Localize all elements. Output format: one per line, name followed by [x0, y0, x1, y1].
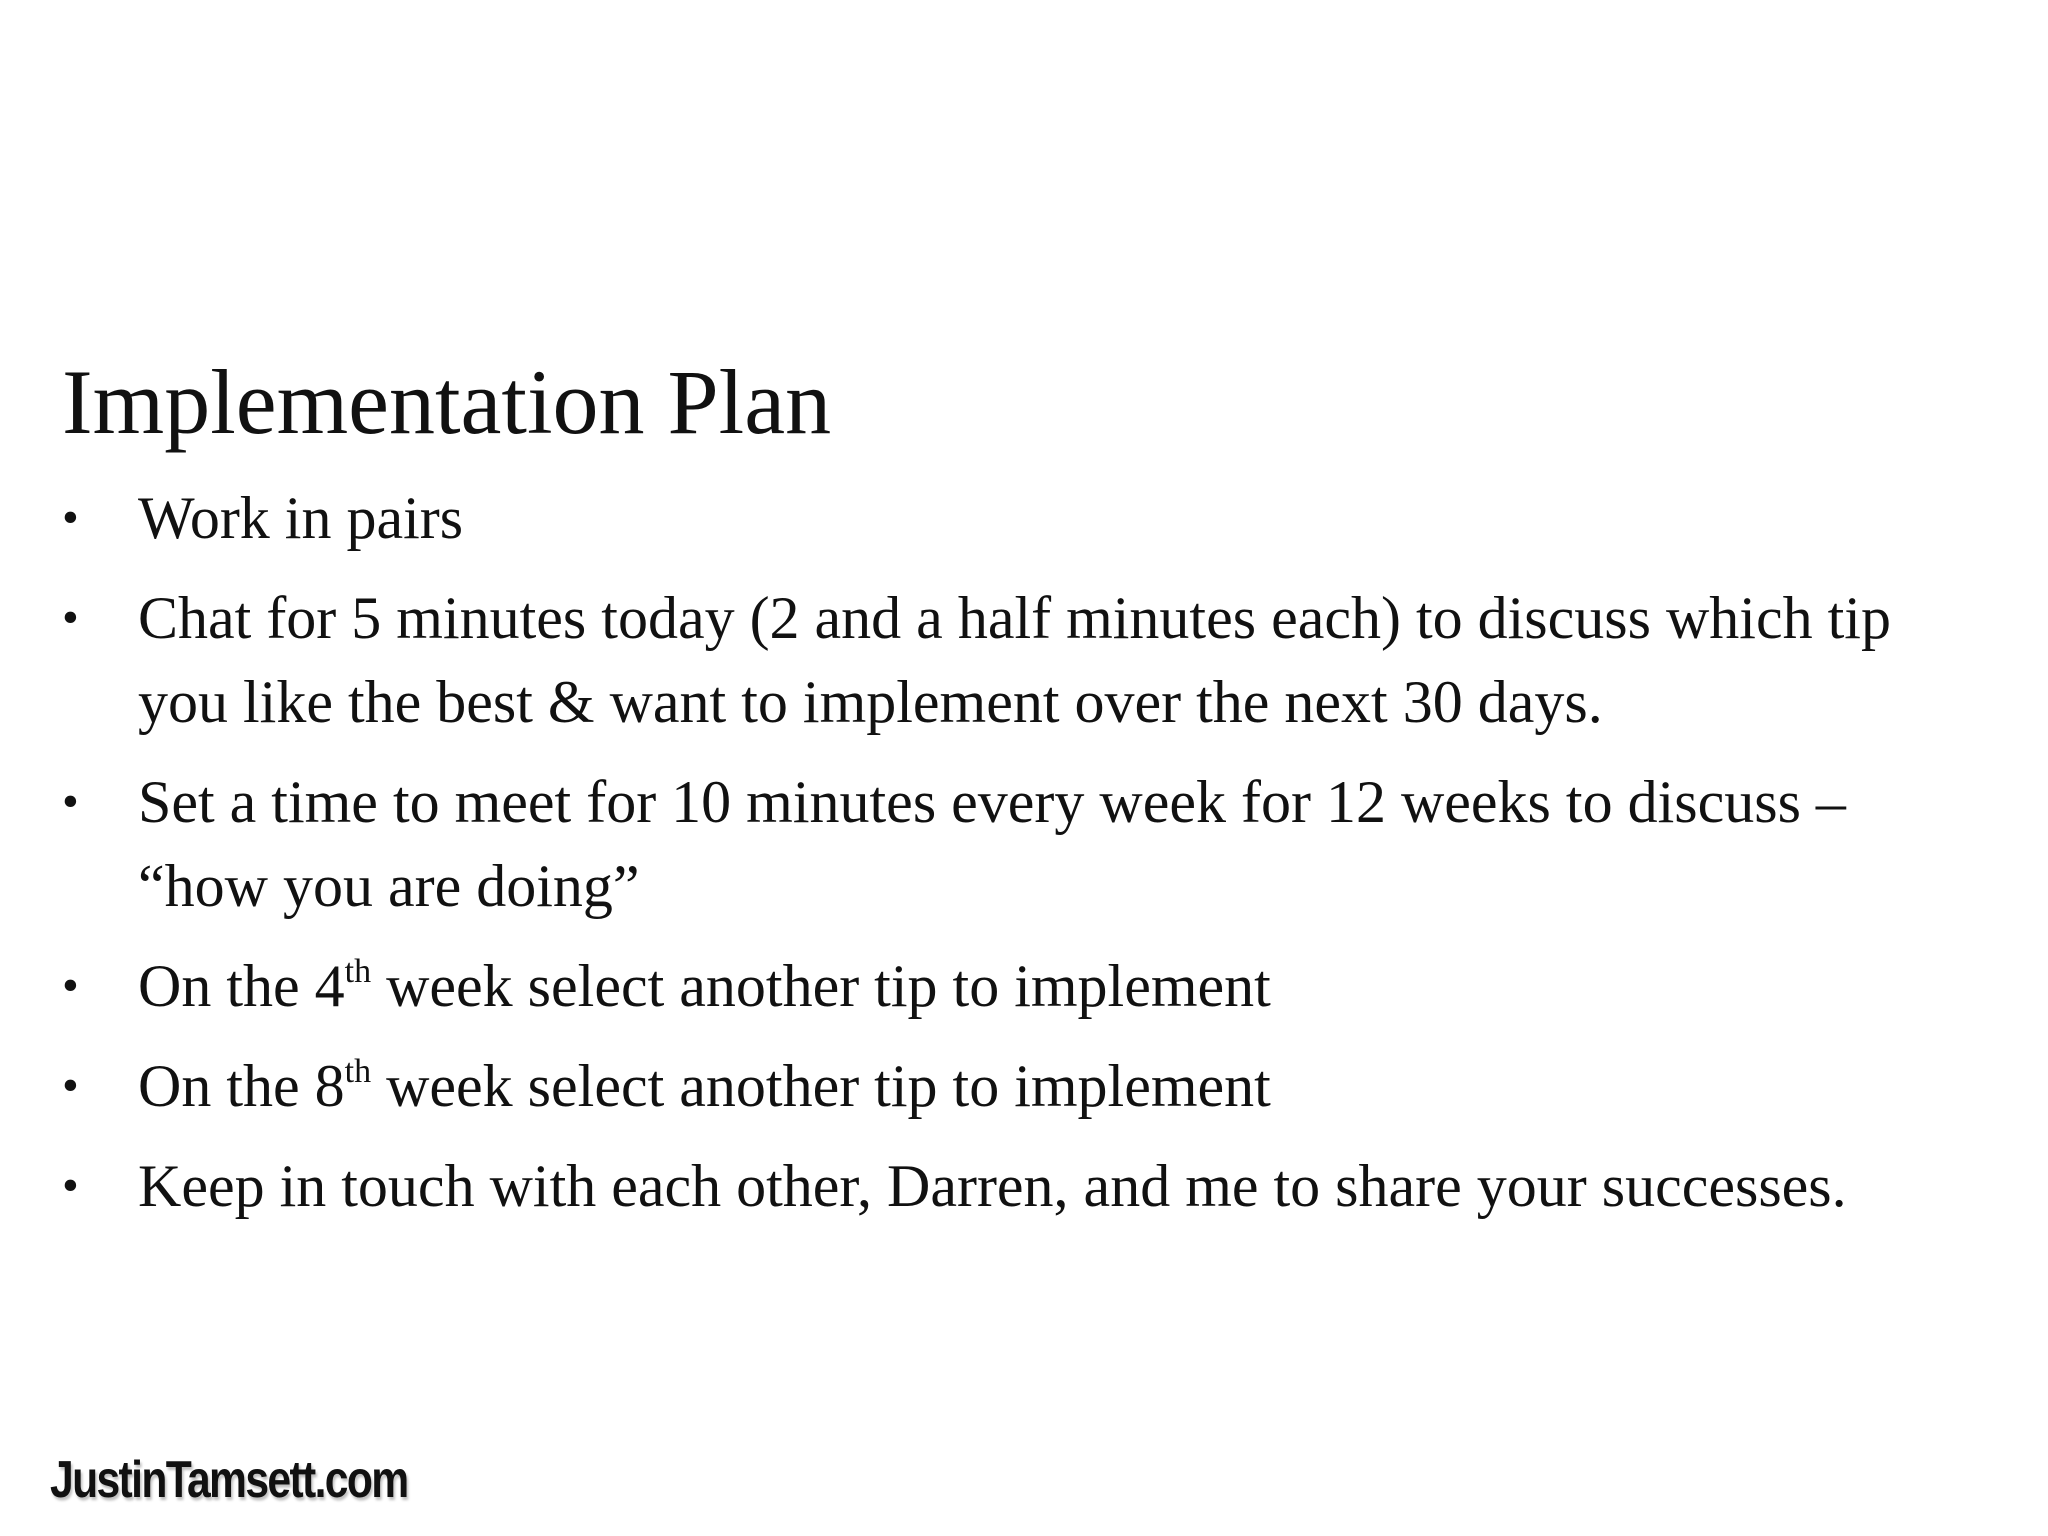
ordinal-suffix: th [344, 953, 372, 990]
bullet-text: Work in pairs [138, 485, 464, 551]
brand-logo: JustinTamsett.com [50, 1451, 408, 1509]
bullet-text: Chat for 5 minutes today (2 and a half minutes each) to discuss which tip you like the best & want to implement over the next 30 days. [138, 585, 1891, 735]
bullet-text-start: On the 8 [138, 1053, 345, 1119]
bullet-icon: • [62, 591, 79, 644]
bullet-icon: • [62, 775, 79, 828]
bullet-icon: • [62, 491, 79, 544]
bullet-icon: • [62, 1159, 79, 1212]
bullet-list [62, 476, 1962, 1244]
bullet-item [62, 476, 1962, 560]
bullet-text-end: week select another tip to implement [371, 1053, 1271, 1119]
bullet-item [62, 1044, 1962, 1128]
bullet-text: Set a time to meet for 10 minutes every week for 12 weeks to discuss – “how you are doing” [138, 769, 1846, 919]
bullet-item [62, 1144, 1962, 1228]
bullet-icon: • [62, 1059, 79, 1112]
bullet-item [62, 760, 1962, 928]
bullet-text-start: On the 4 [138, 953, 345, 1019]
ordinal-suffix: th [344, 1053, 372, 1090]
bullet-icon: • [62, 959, 79, 1012]
slide-title: Implementation Plan [62, 351, 832, 453]
bullet-text: Keep in touch with each other, Darren, and me to share your successes. [138, 1153, 1847, 1219]
bullet-item [62, 576, 1962, 744]
bullet-item [62, 944, 1962, 1028]
bullet-text-end: week select another tip to implement [371, 953, 1271, 1019]
